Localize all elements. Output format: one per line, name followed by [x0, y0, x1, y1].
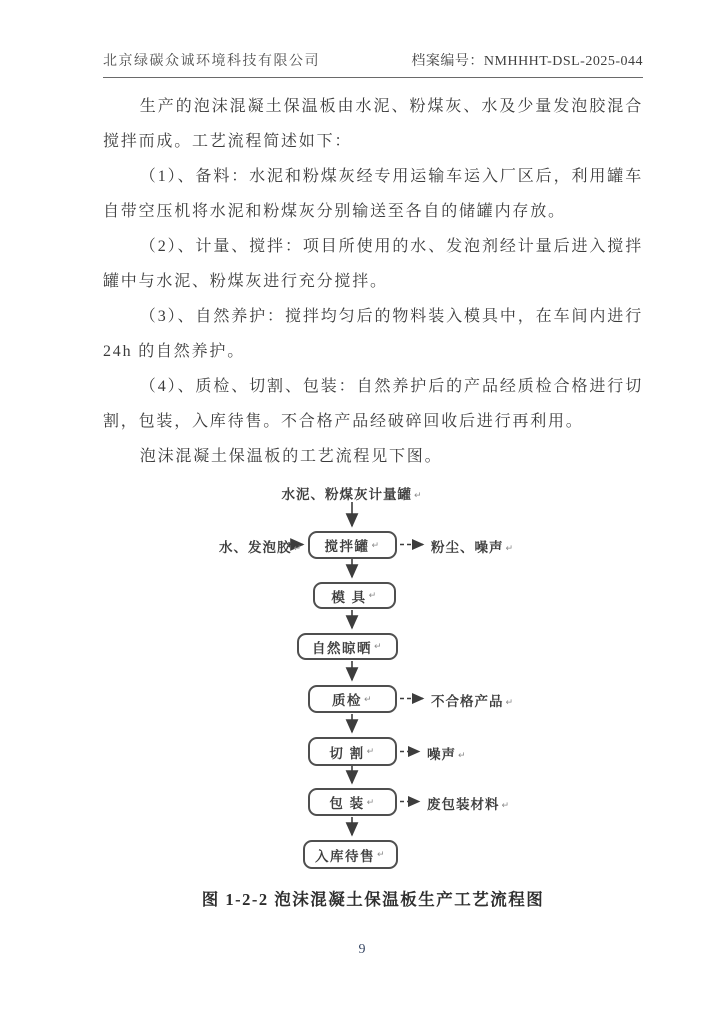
return-mark-icon: ↵	[505, 543, 515, 553]
return-mark-icon: ↵	[371, 539, 381, 550]
file-number-label: 档案编号：	[411, 54, 484, 69]
paragraph-intro: 生产的泡沫混凝土保温板由水泥、粉煤灰、水及少量发泡胶混合搅拌而成。工艺流程简述如下：	[103, 98, 643, 150]
company-name: 北京绿碳众诚环境科技有限公司	[103, 54, 320, 69]
paragraph-step-3: （3）、自然养护：搅拌均匀后的物料装入模具中，在车间内进行 24h 的自然养护。	[103, 308, 643, 360]
flow-emission-noise: 噪声 ↵	[427, 747, 467, 762]
return-mark-icon: ↵	[376, 849, 387, 859]
flow-node-cutting: 切 割 ↵	[308, 737, 397, 766]
flow-node-natural-drying: 自然晾晒 ↵	[297, 633, 398, 660]
return-mark-icon: ↵	[366, 796, 376, 807]
return-mark-icon: ↵	[505, 697, 515, 707]
file-number-value: NMHHHT-DSL-2025-044	[483, 54, 643, 69]
return-mark-icon: ↵	[363, 693, 374, 704]
page-number: 9	[358, 942, 366, 957]
return-mark-icon: ↵	[501, 800, 511, 810]
return-mark-icon: ↵	[458, 750, 467, 760]
flow-node-quality-check: 质检 ↵	[308, 685, 397, 713]
paragraph-step-2: （2）、计量、搅拌：项目所使用的水、发泡剂经计量后进入搅拌罐中与水泥、粉煤灰进行充分搅拌。	[103, 238, 643, 290]
process-flowchart	[103, 480, 641, 878]
flow-emission-waste-packaging: 废包装材料 ↵	[427, 797, 511, 812]
flow-node-mixing-tank: 搅拌罐 ↵	[308, 531, 397, 559]
flow-node-packaging: 包 装 ↵	[308, 788, 397, 816]
return-mark-icon: ↵	[366, 746, 376, 756]
figure-caption: 图 1-2-2 泡沫混凝土保温板生产工艺流程图	[201, 890, 545, 909]
return-mark-icon: ↵	[413, 490, 423, 500]
flow-emission-dust-noise: 粉尘、噪声 ↵	[431, 540, 515, 555]
flow-input-label: 水、发泡胶 ↵	[219, 540, 303, 555]
paragraph-step-4: （4）、质检、切割、包装：自然养护后的产品经质检合格进行切割，包装，入库待售。不合格产品经破碎回收后进行再利用。	[103, 378, 643, 430]
return-mark-icon: ↵	[373, 641, 384, 651]
return-mark-icon: ↵	[368, 590, 378, 600]
flow-node-mold: 模 具 ↵	[313, 582, 396, 609]
paragraph-outro: 泡沫混凝土保温板的工艺流程见下图。	[139, 448, 443, 465]
file-number	[411, 50, 643, 70]
paragraph-step-1: （1）、备料：水泥和粉煤灰经专用运输车运入厂区后，利用罐车自带空压机将水泥和粉煤灰分别输送至各自的储罐内存放。	[103, 168, 643, 220]
flow-emission-rejects: 不合格产品 ↵	[431, 694, 515, 709]
return-mark-icon: ↵	[293, 543, 303, 553]
body-text	[103, 89, 643, 474]
flow-source-label: 水泥、粉煤灰计量罐 ↵	[281, 487, 423, 502]
flow-node-storage-for-sale: 入库待售 ↵	[303, 840, 398, 869]
page-header	[103, 50, 643, 78]
